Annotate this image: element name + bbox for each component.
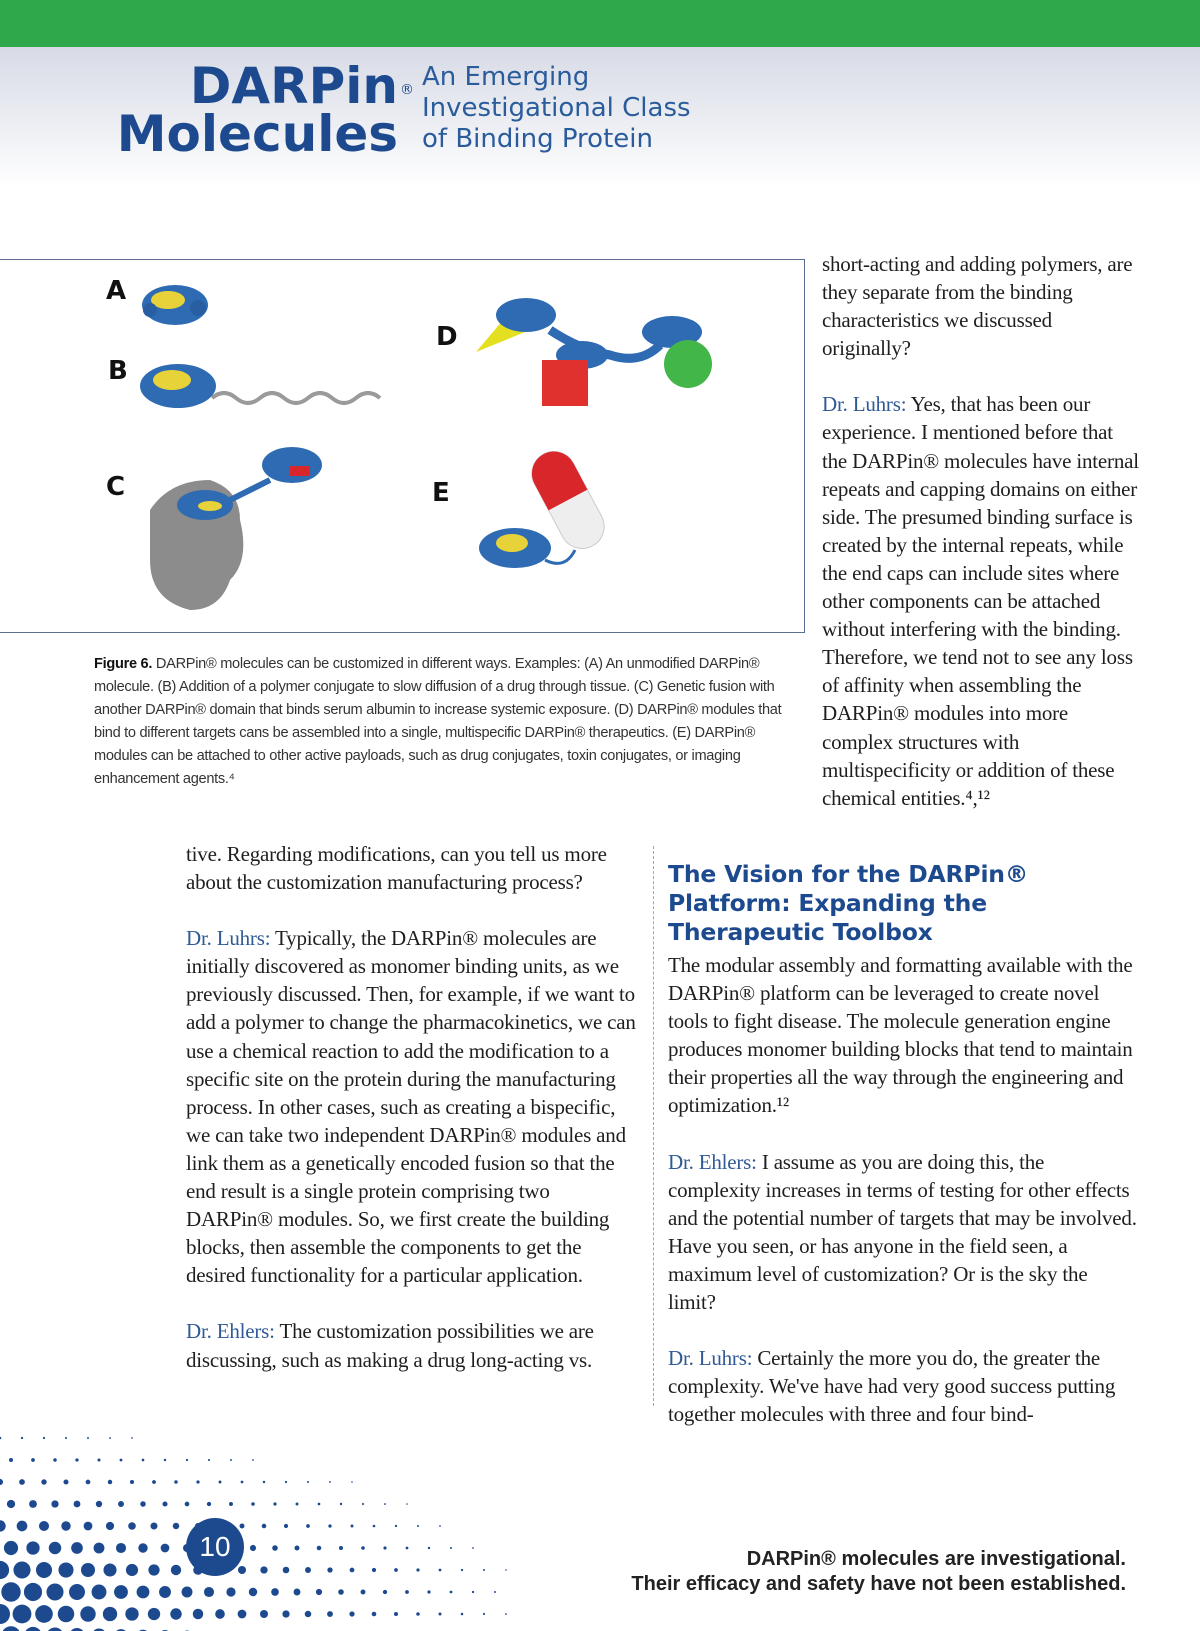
paragraph: tive. Regarding modifications, can you tell us more about the customization manufacturing process?	[186, 842, 607, 895]
speaker-label: Dr. Luhrs:	[668, 1346, 753, 1371]
caption-text: DARPin® molecules can be customized in different ways. Examples: (A) An unmodified DARPin® molecule. (B) Addition of a polymer conjugate to slow diffusion of a drug through tissue. (C) Genetic fusion with another DARPin® domain that binds serum albumin to increase systemic exposure. (D) DARPin® modules that bind to different targets cans be assembled into a single, multispecific DARPin® therapeutics. (E) DARPin® modules can be attached to other active payloads, such as drug conjugates, toxin conjugates, or imaging enhancement agents.⁴	[94, 656, 782, 787]
subtitle-line: An Emerging	[422, 62, 590, 92]
paragraph: short-acting and adding polymers, are they separate from the binding characteristics we discussed originally?	[822, 252, 1133, 361]
page-number: 10	[186, 1518, 244, 1576]
disclaimer-line1: DARPin® molecules are investigational.	[746, 1548, 1126, 1570]
darpin-polymer-b	[140, 364, 380, 408]
paragraph-text: Certainly the more you do, the greater the complexity. We've have had very good success putting together molecules with three and four bind-	[668, 1346, 1116, 1427]
panel-label-d: D	[436, 322, 458, 352]
column-divider	[653, 846, 654, 1406]
panel-label-b: B	[108, 356, 128, 386]
speaker-label: Dr. Luhrs:	[186, 926, 271, 951]
disclaimer	[631, 1547, 1126, 1597]
darpin-multispecific-d	[476, 298, 712, 406]
right-column	[668, 860, 1138, 1456]
brand-subtitle	[422, 62, 722, 155]
paragraph-text: The customization possibilities we are discussing, such as making a drug long-acting vs.	[186, 1319, 594, 1372]
speaker-label: Dr. Luhrs:	[822, 392, 907, 417]
paragraph-text: Yes, that has been our experience. I mentioned before that the DARPin® molecules have internal repeats and capping domains on either side. The presumed binding surface is created by the internal repeats, while the end caps can include sites where other components can be attached without interfering with the binding. Therefore, we tend not to see any loss of affinity when assembling the DARPin® modules into more complex structures with multispecificity or addition of these chemical entities.⁴,¹²	[822, 392, 1139, 810]
subtitle-line: Investigational Class	[422, 93, 691, 123]
figure-caption	[94, 653, 806, 791]
section-title: The Vision for the DARPin® Platform: Expanding the Therapeutic Toolbox	[668, 860, 1029, 946]
speaker-label: Dr. Ehlers:	[668, 1149, 757, 1174]
brand-title-line1: DARPin	[189, 57, 398, 115]
paragraph	[186, 924, 636, 1289]
figure-6-panel	[0, 259, 805, 633]
paragraph	[822, 390, 1142, 811]
darpin-payload-e	[479, 444, 612, 568]
left-column	[186, 840, 636, 1402]
darpin-molecule-a	[142, 285, 208, 325]
protein-illustrations	[0, 260, 805, 634]
registered-mark: ®	[400, 82, 414, 98]
disclaimer-line2: Their efficacy and safety have not been established.	[631, 1573, 1126, 1595]
paragraph-text: I assume as you are doing this, the complexity increases in terms of testing for other effects and the potential number of targets that may be involved. Have you seen, or has anyone in the field seen, a maximum level of customization? Or is the sky the limit?	[668, 1149, 1137, 1315]
brand-title	[96, 57, 414, 163]
right-top-column	[822, 250, 1142, 840]
top-color-bar	[0, 0, 1200, 47]
panel-label-c: C	[106, 472, 126, 502]
paragraph-text: Typically, the DARPin® molecules are initially discovered as monomer binding units, as we previously discussed. Then, for example, if we want to add a polymer to change the pharmacokinetics, we can use a chemical reaction to add the modification to a specific site on the protein during the manufacturing process. In other cases, such as creating a bispecific, we can take two independent DARPin® modules and link them as a genetically encoded fusion so that the end result is a single protein comprising two DARPin® modules. So, we first create the building blocks, then assemble the components to get the desired functionality for a particular application.	[186, 926, 636, 1288]
paragraph: The modular assembly and formatting available with the DARPin® platform can be leveraged to create novel tools to fight disease. The molecule generation engine produces monomer building blocks that tend to maintain their properties all the way through the engineering and optimization.¹²	[668, 953, 1133, 1118]
panel-label-a: A	[106, 276, 127, 306]
darpin-fusion-c	[150, 447, 322, 610]
panel-label-e: E	[432, 478, 450, 508]
subtitle-line: of Binding Protein	[422, 124, 653, 154]
paragraph	[668, 1148, 1138, 1317]
brand-title-line2: Molecules	[116, 105, 398, 163]
paragraph	[186, 1317, 636, 1373]
speaker-label: Dr. Ehlers:	[186, 1319, 275, 1344]
caption-label: Figure 6.	[94, 656, 153, 672]
